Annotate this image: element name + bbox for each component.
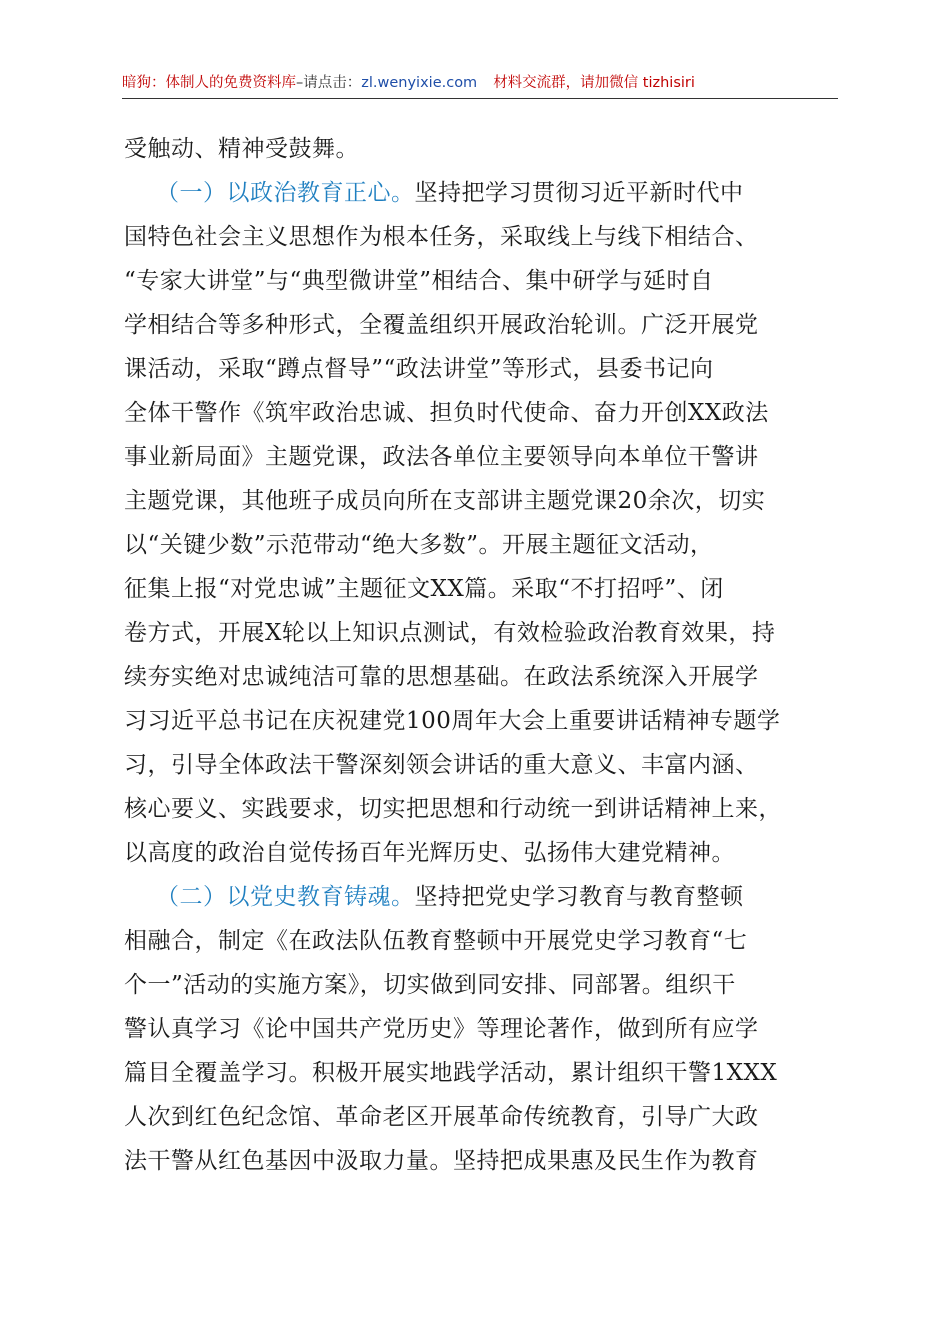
body-line: 篇目全覆盖学习。积极开展实地践学活动，累计组织干警1XXX — [124, 1060, 778, 1086]
header-wechat-note: 材料交流群，请加微信 tizhisiri — [493, 75, 695, 91]
body-line: 征集上报“对党忠诚”主题征文XX篇。采取“不打招呼”、闭 — [124, 576, 724, 602]
header-prompt: –请点击： — [296, 75, 362, 91]
body-line: 国特色社会主义思想作为根本任务，采取线上与线下相结合、 — [124, 224, 759, 250]
body-line: 警认真学习《论中国共产党历史》等理论著作，做到所有应学 — [124, 1016, 759, 1042]
section-heading-1 — [156, 171, 744, 215]
header-site-name: 暗狗：体制人的免费资料库 — [122, 75, 296, 91]
body-line: 全体干警作《筑牢政治忠诚、担负时代使命、奋力开创XX政法 — [124, 400, 769, 426]
body-line: 事业新局面》主题党课，政法各单位主要领导向本单位干警讲 — [124, 444, 759, 470]
body-line: 续夯实绝对忠诚纯洁可靠的思想基础。在政法系统深入开展学 — [124, 664, 759, 690]
header-link[interactable]: zl.wenyixie.com — [361, 75, 478, 91]
body-line: 卷方式，开展X轮以上知识点测试，有效检验政治教育效果，持 — [124, 620, 776, 646]
header-divider — [122, 98, 838, 99]
body-line: 个一”活动的实施方案》，切实做到同安排、同部署。组织干 — [124, 972, 736, 998]
page-header — [122, 70, 838, 96]
section-heading-2-text: 坚持把党史学习教育与教育整顿 — [414, 884, 744, 910]
body-line: 以高度的政治自觉传扬百年光辉历史、弘扬伟大建党精神。 — [124, 840, 735, 866]
body-line: 人次到红色纪念馆、革命老区开展革命传统教育，引导广大政 — [124, 1104, 759, 1130]
section-heading-2-title: （二）以党史教育铸魂。 — [156, 884, 415, 910]
body-line: 习习近平总书记在庆祝建党100周年大会上重要讲话精神专题学 — [124, 708, 781, 734]
body-line: 法干警从红色基因中汲取力量。坚持把成果惠及民生作为教育 — [124, 1148, 759, 1174]
body-line: 核心要义、实践要求，切实把思想和行动统一到讲话精神上来， — [124, 796, 782, 822]
section-heading-1-title: （一）以政治教育正心。 — [156, 180, 415, 206]
body-line: 学相结合等多种形式，全覆盖组织开展政治轮训。广泛开展党 — [124, 312, 759, 338]
section-heading-2 — [156, 875, 744, 919]
body-line: 主题党课，其他班子成员向所在支部讲主题党课20余次，切实 — [124, 488, 766, 514]
body-line: 以“关键少数”示范带动“绝大多数”。开展主题征文活动， — [124, 532, 714, 558]
body-line: 相融合，制定《在政法队伍教育整顿中开展党史学习教育“七 — [124, 928, 748, 954]
section-heading-1-text: 坚持把学习贯彻习近平新时代中 — [414, 180, 744, 206]
body-line: 习，引导全体政法干警深刻领会讲话的重大意义、丰富内涵、 — [124, 752, 759, 778]
body-line: 课活动，采取“蹲点督导”“政法讲堂”等形式，县委书记向 — [124, 356, 714, 382]
body-line: 受触动、精神受鼓舞。 — [124, 136, 359, 162]
body-line: “专家大讲堂”与“典型微讲堂”相结合、集中研学与延时自 — [124, 268, 714, 294]
